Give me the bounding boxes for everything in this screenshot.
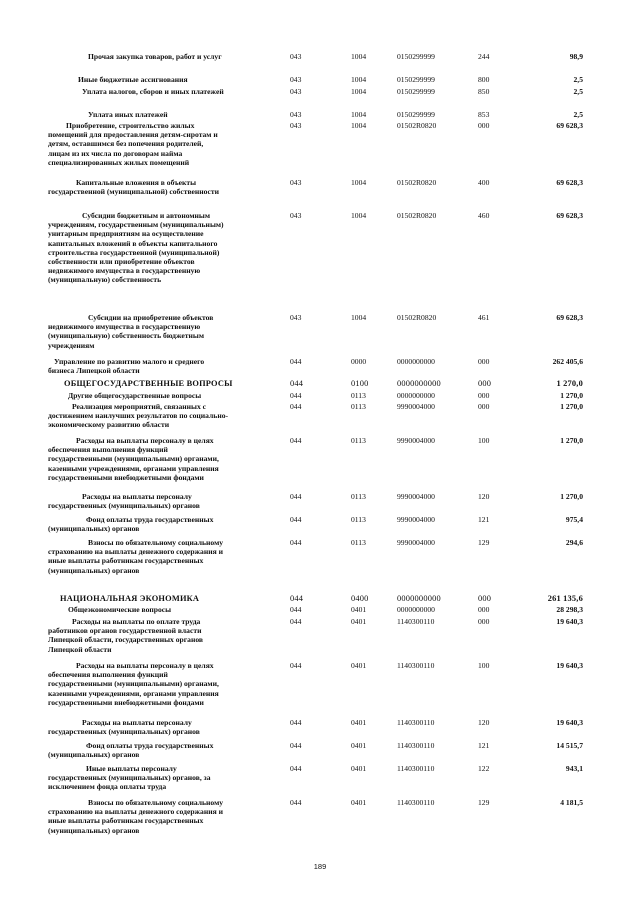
row-description: [48, 379, 263, 388]
description-line: учреждениям, государственным (муниципальным): [48, 220, 224, 230]
description-line: учреждениям: [48, 340, 95, 350]
target-article-code: 9990004000: [397, 515, 435, 524]
row-description: [48, 75, 263, 84]
expense-type-code: 000: [478, 402, 490, 411]
amount: 2,5: [573, 110, 583, 119]
target-article-code: 9990004000: [397, 436, 435, 445]
amount: 69 628,3: [556, 178, 583, 187]
amount: 1 270,0: [556, 379, 583, 388]
description-line: государственными (муниципальными) органами,: [48, 679, 219, 689]
target-article-code: 9990004000: [397, 492, 435, 501]
ministry-code: 044: [290, 798, 302, 807]
row-description: [48, 764, 263, 792]
description-line: государственными внебюджетными фондами: [48, 697, 204, 707]
ministry-code: 044: [290, 436, 302, 445]
amount: 19 640,3: [556, 617, 583, 626]
row-description: [48, 436, 263, 482]
description-line: ОБЩЕГОСУДАРСТВЕННЫЕ ВОПРОСЫ: [64, 379, 233, 388]
expense-type-code: 122: [478, 764, 490, 773]
target-article-code: 0000000000: [397, 605, 435, 614]
description-line: государственными внебюджетными фондами: [48, 472, 204, 482]
description-line: недвижимого имущества в государственную: [48, 322, 201, 332]
expense-type-code: 100: [478, 661, 490, 670]
ministry-code: 044: [290, 617, 302, 626]
section-code: 0401: [351, 741, 367, 750]
expense-type-code: 120: [478, 492, 490, 501]
description-line: Реализация мероприятий, связанных с: [72, 402, 207, 411]
amount: 98,9: [569, 52, 583, 61]
description-line: детям, оставшимся без попечения родителей,: [48, 139, 204, 149]
expense-type-code: 461: [478, 313, 490, 322]
description-line: Субсидии бюджетным и автономным: [82, 211, 210, 220]
description-line: Общеэкономические вопросы: [68, 605, 172, 614]
description-line: Субсидии на приобретение объектов: [88, 313, 214, 322]
description-line: страхованию на выплаты денежного содержания и: [48, 807, 223, 817]
target-article-code: 1140300110: [397, 741, 435, 750]
target-article-code: 01502R0820: [397, 211, 437, 220]
amount: 69 628,3: [556, 121, 583, 130]
description-line: унитарным предприятиям на осуществление: [48, 229, 204, 239]
description-line: Липецкой области: [48, 644, 112, 654]
ministry-code: 044: [290, 402, 302, 411]
section-code: 1004: [351, 178, 367, 187]
description-line: строительства государственной (муниципальной): [48, 247, 220, 257]
amount: 1 270,0: [560, 402, 583, 411]
ministry-code: 044: [290, 605, 302, 614]
description-line: недвижимого имущества в государственную: [48, 266, 201, 276]
expense-type-code: 853: [478, 110, 490, 119]
expense-type-code: 850: [478, 87, 490, 96]
target-article-code: 1140300110: [397, 661, 435, 670]
description-line: казенными учреждениями, органами управления: [48, 463, 219, 473]
ministry-code: 044: [290, 515, 302, 524]
amount: 4 181,5: [560, 798, 583, 807]
row-description: [48, 121, 263, 167]
description-line: Расходы на выплаты персоналу в целях: [76, 436, 214, 445]
row-description: [48, 87, 263, 96]
description-line: лицам из их числа по договорам найма: [48, 148, 183, 158]
description-line: достижением наилучших результатов по социально-: [48, 411, 229, 421]
row-description: [48, 515, 263, 533]
section-code: 0113: [351, 391, 366, 400]
ministry-code: 044: [290, 492, 302, 501]
description-line: (муниципальных) органов: [48, 565, 140, 575]
description-line: государственной (муниципальной) собственности: [48, 187, 219, 197]
description-line: Расходы на выплаты персоналу в целях: [76, 661, 214, 670]
row-description: [48, 178, 263, 196]
expense-type-code: 000: [478, 357, 490, 366]
description-line: Капитальные вложения в объекты: [76, 178, 197, 187]
description-line: Прочая закупка товаров, работ и услуг: [88, 52, 222, 61]
section-code: 0401: [351, 764, 367, 773]
row-description: [48, 211, 263, 285]
expense-type-code: 120: [478, 718, 490, 727]
section-code: 0400: [351, 594, 369, 603]
target-article-code: 0000000000: [397, 379, 441, 388]
description-line: (муниципальных) органов: [48, 825, 140, 835]
target-article-code: 01502R0820: [397, 313, 437, 322]
amount: 1 270,0: [560, 492, 583, 501]
row-description: [48, 741, 263, 759]
ministry-code: 043: [290, 178, 302, 187]
section-code: 0401: [351, 661, 367, 670]
target-article-code: 9990004000: [397, 538, 435, 547]
section-code: 0113: [351, 515, 366, 524]
target-article-code: 0150299999: [397, 87, 435, 96]
amount: 14 515,7: [556, 741, 583, 750]
amount: 2,5: [573, 75, 583, 84]
expense-type-code: 400: [478, 178, 490, 187]
row-description: [48, 391, 263, 400]
section-code: 0401: [351, 605, 367, 614]
description-line: Управление по развитию малого и среднего: [54, 357, 205, 366]
amount: 2,5: [573, 87, 583, 96]
ministry-code: 043: [290, 87, 302, 96]
row-description: [48, 594, 263, 603]
expense-type-code: 121: [478, 515, 490, 524]
target-article-code: 0150299999: [397, 110, 435, 119]
section-code: 0113: [351, 538, 366, 547]
expense-type-code: 000: [478, 617, 490, 626]
expense-type-code: 000: [478, 121, 490, 130]
description-line: Иные выплаты персоналу: [86, 764, 177, 773]
row-description: [48, 718, 263, 736]
ministry-code: 044: [290, 594, 304, 603]
ministry-code: 043: [290, 75, 302, 84]
row-description: [48, 492, 263, 510]
description-line: исключением фонда оплаты труда: [48, 782, 167, 792]
description-line: обеспечения выполнения функций: [48, 670, 168, 680]
description-line: Взносы по обязательному социальному: [88, 798, 224, 807]
row-description: [48, 110, 263, 119]
target-article-code: 0000000000: [397, 391, 435, 400]
expense-type-code: 000: [478, 379, 492, 388]
description-line: Приобретение, строительство жилых: [66, 121, 195, 130]
target-article-code: 1140300110: [397, 718, 435, 727]
section-code: 1004: [351, 75, 367, 84]
amount: 1 270,0: [560, 436, 583, 445]
ministry-code: 043: [290, 313, 302, 322]
target-article-code: 01502R0820: [397, 121, 437, 130]
description-line: Другие общегосударственные вопросы: [68, 391, 202, 400]
ministry-code: 044: [290, 661, 302, 670]
description-line: Уплата налогов, сборов и иных платежей: [82, 87, 224, 96]
description-line: казенными учреждениями, органами управления: [48, 688, 219, 698]
amount: 19 640,3: [556, 661, 583, 670]
ministry-code: 044: [290, 391, 302, 400]
section-code: 0000: [351, 357, 367, 366]
row-description: [48, 538, 263, 575]
row-description: [48, 357, 263, 375]
target-article-code: 0150299999: [397, 75, 435, 84]
ministry-code: 043: [290, 110, 302, 119]
ministry-code: 044: [290, 764, 302, 773]
description-line: Фонд оплаты труда государственных: [86, 741, 214, 750]
expense-type-code: 000: [478, 391, 490, 400]
amount: 294,6: [565, 538, 583, 547]
expense-type-code: 244: [478, 52, 490, 61]
row-description: [48, 313, 263, 350]
description-line: государственных (муниципальных) органов, за: [48, 773, 211, 783]
description-line: собственности или приобретение объектов: [48, 257, 195, 267]
description-line: бизнеса Липецкой области: [48, 366, 140, 376]
expense-type-code: 000: [478, 605, 490, 614]
amount: 69 628,3: [556, 211, 583, 220]
description-line: государственными (муниципальными) органами,: [48, 454, 219, 464]
row-description: [48, 661, 263, 707]
amount: 261 135,6: [547, 594, 583, 603]
target-article-code: 1140300110: [397, 617, 435, 626]
description-line: Уплата иных платежей: [88, 110, 168, 119]
section-code: 0113: [351, 436, 366, 445]
section-code: 1004: [351, 110, 367, 119]
ministry-code: 043: [290, 121, 302, 130]
description-line: специализированных жилых помещений: [48, 157, 190, 167]
description-line: государственных (муниципальных) органов: [48, 727, 200, 737]
description-line: государственных (муниципальных) органов: [48, 501, 200, 511]
target-article-code: 01502R0820: [397, 178, 437, 187]
amount: 19 640,3: [556, 718, 583, 727]
ministry-code: 043: [290, 52, 302, 61]
section-code: 0100: [351, 379, 369, 388]
description-line: Фонд оплаты труда государственных: [86, 515, 214, 524]
expense-type-code: 121: [478, 741, 490, 750]
section-code: 1004: [351, 52, 367, 61]
target-article-code: 0150299999: [397, 52, 435, 61]
row-description: [48, 617, 263, 654]
description-line: Расходы на выплаты персоналу: [82, 718, 192, 727]
description-line: помещений для предоставления детям-сиротам и: [48, 130, 218, 140]
target-article-code: 9990004000: [397, 402, 435, 411]
description-line: Липецкой области, государственных органов: [48, 635, 204, 645]
expense-type-code: 000: [478, 594, 492, 603]
section-code: 0401: [351, 617, 367, 626]
amount: 1 270,0: [560, 391, 583, 400]
ministry-code: 044: [290, 379, 304, 388]
expense-type-code: 129: [478, 798, 490, 807]
ministry-code: 044: [290, 718, 302, 727]
amount: 975,4: [565, 515, 583, 524]
description-line: обеспечения выполнения функций: [48, 445, 168, 455]
section-code: 0113: [351, 402, 366, 411]
section-code: 1004: [351, 87, 367, 96]
expense-type-code: 100: [478, 436, 490, 445]
row-description: [48, 402, 263, 430]
amount: 943,1: [565, 764, 583, 773]
amount: 28 298,3: [556, 605, 583, 614]
target-article-code: 0000000000: [397, 357, 435, 366]
section-code: 0401: [351, 718, 367, 727]
description-line: экономическому развитию области: [48, 420, 170, 430]
ministry-code: 044: [290, 357, 302, 366]
description-line: (муниципальную) собственность бюджетным: [48, 331, 205, 341]
section-code: 1004: [351, 121, 367, 130]
description-line: НАЦИОНАЛЬНАЯ ЭКОНОМИКА: [60, 594, 200, 603]
section-code: 0401: [351, 798, 367, 807]
target-article-code: 1140300110: [397, 798, 435, 807]
description-line: (муниципальных) органов: [48, 524, 140, 534]
description-line: Взносы по обязательному социальному: [88, 538, 224, 547]
expense-type-code: 460: [478, 211, 490, 220]
description-line: Расходы на выплаты персоналу: [82, 492, 192, 501]
section-code: 1004: [351, 313, 367, 322]
description-line: страхованию на выплаты денежного содержания и: [48, 547, 223, 557]
target-article-code: 0000000000: [397, 594, 441, 603]
description-line: капитальных вложений в объекты капитального: [48, 238, 218, 248]
amount: 69 628,3: [556, 313, 583, 322]
amount: 262 405,6: [552, 357, 583, 366]
description-line: Иные бюджетные ассигнования: [78, 75, 188, 84]
ministry-code: 043: [290, 211, 302, 220]
target-article-code: 1140300110: [397, 764, 435, 773]
ministry-code: 044: [290, 538, 302, 547]
expense-type-code: 800: [478, 75, 490, 84]
description-line: иные выплаты работникам государственных: [48, 556, 204, 566]
section-code: 0113: [351, 492, 366, 501]
row-description: [48, 605, 263, 614]
description-line: (муниципальных) органов: [48, 750, 140, 760]
row-description: [48, 798, 263, 835]
page-number: 189: [313, 862, 327, 871]
description-line: работников органов государственной власти: [48, 626, 202, 636]
ministry-code: 044: [290, 741, 302, 750]
description-line: Расходы на выплаты по оплате труда: [72, 617, 201, 626]
description-line: (муниципальную) собственность: [48, 275, 162, 285]
description-line: иные выплаты работникам государственных: [48, 816, 204, 826]
expense-type-code: 129: [478, 538, 490, 547]
row-description: [48, 52, 263, 61]
section-code: 1004: [351, 211, 367, 220]
